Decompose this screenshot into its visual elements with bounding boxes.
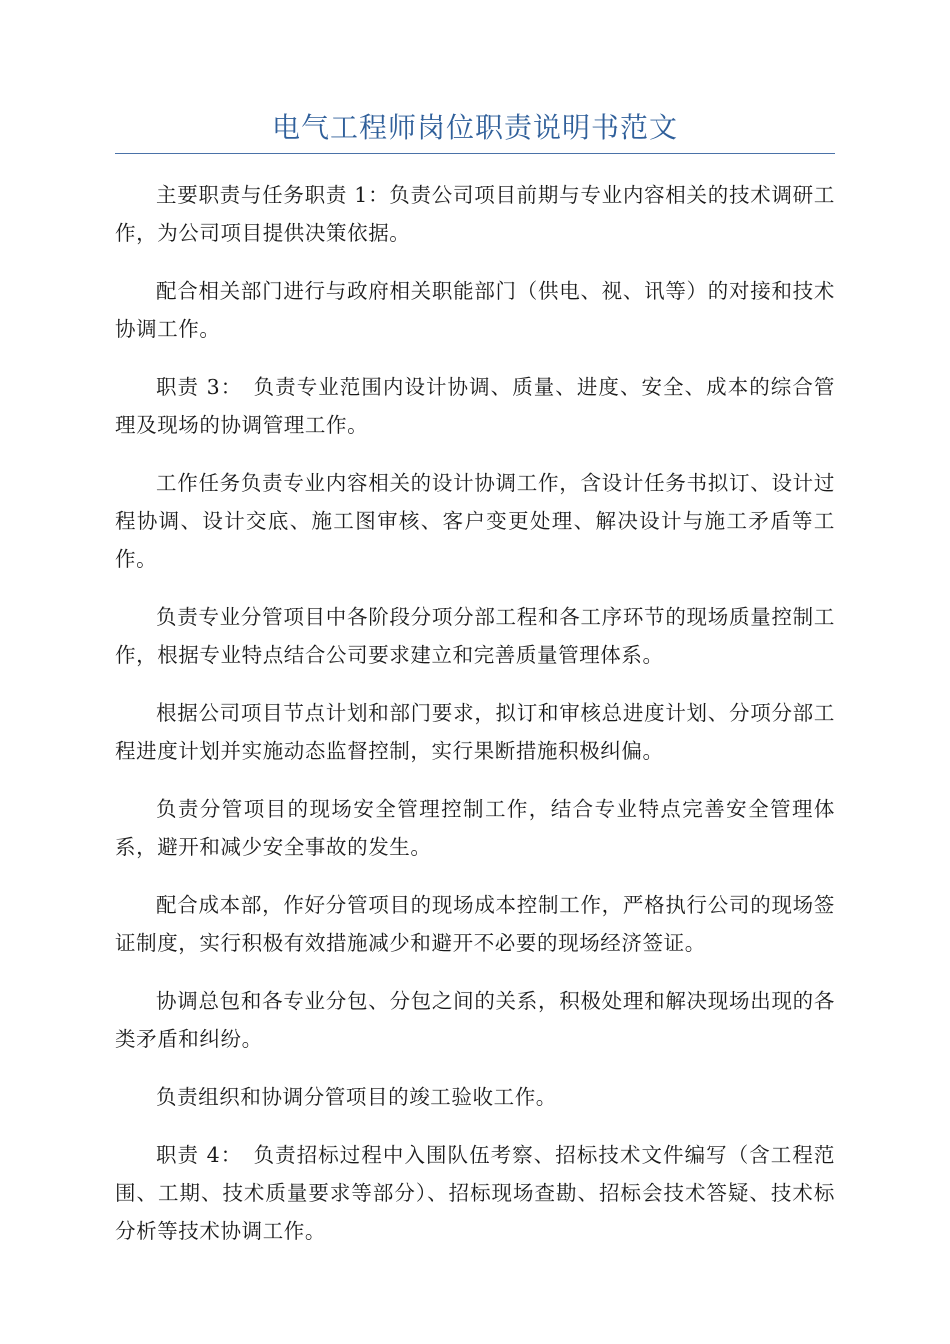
paragraph-3: 职责 3： 负责专业范围内设计协调、质量、进度、安全、成本的综合管理及现场的协调管理工作。 [115, 375, 835, 437]
paragraph-5: 负责专业分管项目中各阶段分项分部工程和各工序环节的现场质量控制工作，根据专业特点结合公司要求建立和完善质量管理体系。 [115, 605, 835, 667]
paragraph-8: 配合成本部，作好分管项目的现场成本控制工作，严格执行公司的现场签证制度，实行积极有效措施减少和避开不必要的现场经济签证。 [115, 893, 835, 955]
paragraph-10: 负责组织和协调分管项目的竣工验收工作。 [156, 1085, 557, 1109]
paragraph-6: 根据公司项目节点计划和部门要求，拟订和审核总进度计划、分项分部工程进度计划并实施动态监督控制，实行果断措施积极纠偏。 [115, 701, 835, 763]
paragraph-1: 主要职责与任务职责 1：负责公司项目前期与专业内容相关的技术调研工作，为公司项目提供决策依据。 [115, 183, 835, 245]
document-title: 电气工程师岗位职责说明书范文 [271, 111, 678, 144]
paragraph-11: 职责 4： 负责招标过程中入围队伍考察、招标技术文件编写（含工程范围、工期、技术质量要求等部分）、招标现场查勘、招标会技术答疑、技术标分析等技术协调工作。 [115, 1143, 835, 1243]
paragraph-7: 负责分管项目的现场安全管理控制工作，结合专业特点完善安全管理体系，避开和减少安全事故的发生。 [115, 797, 835, 859]
paragraph-9: 协调总包和各专业分包、分包之间的关系，积极处理和解决现场出现的各类矛盾和纠纷。 [115, 989, 835, 1051]
paragraph-2: 配合相关部门进行与政府相关职能部门（供电、视、讯等）的对接和技术协调工作。 [115, 279, 835, 341]
document-body [115, 176, 835, 1270]
title-underline [115, 153, 835, 154]
paragraph-4: 工作任务负责专业内容相关的设计协调工作，含设计任务书拟订、设计过程协调、设计交底、施工图审核、客户变更处理、解决设计与施工矛盾等工作。 [115, 471, 835, 571]
